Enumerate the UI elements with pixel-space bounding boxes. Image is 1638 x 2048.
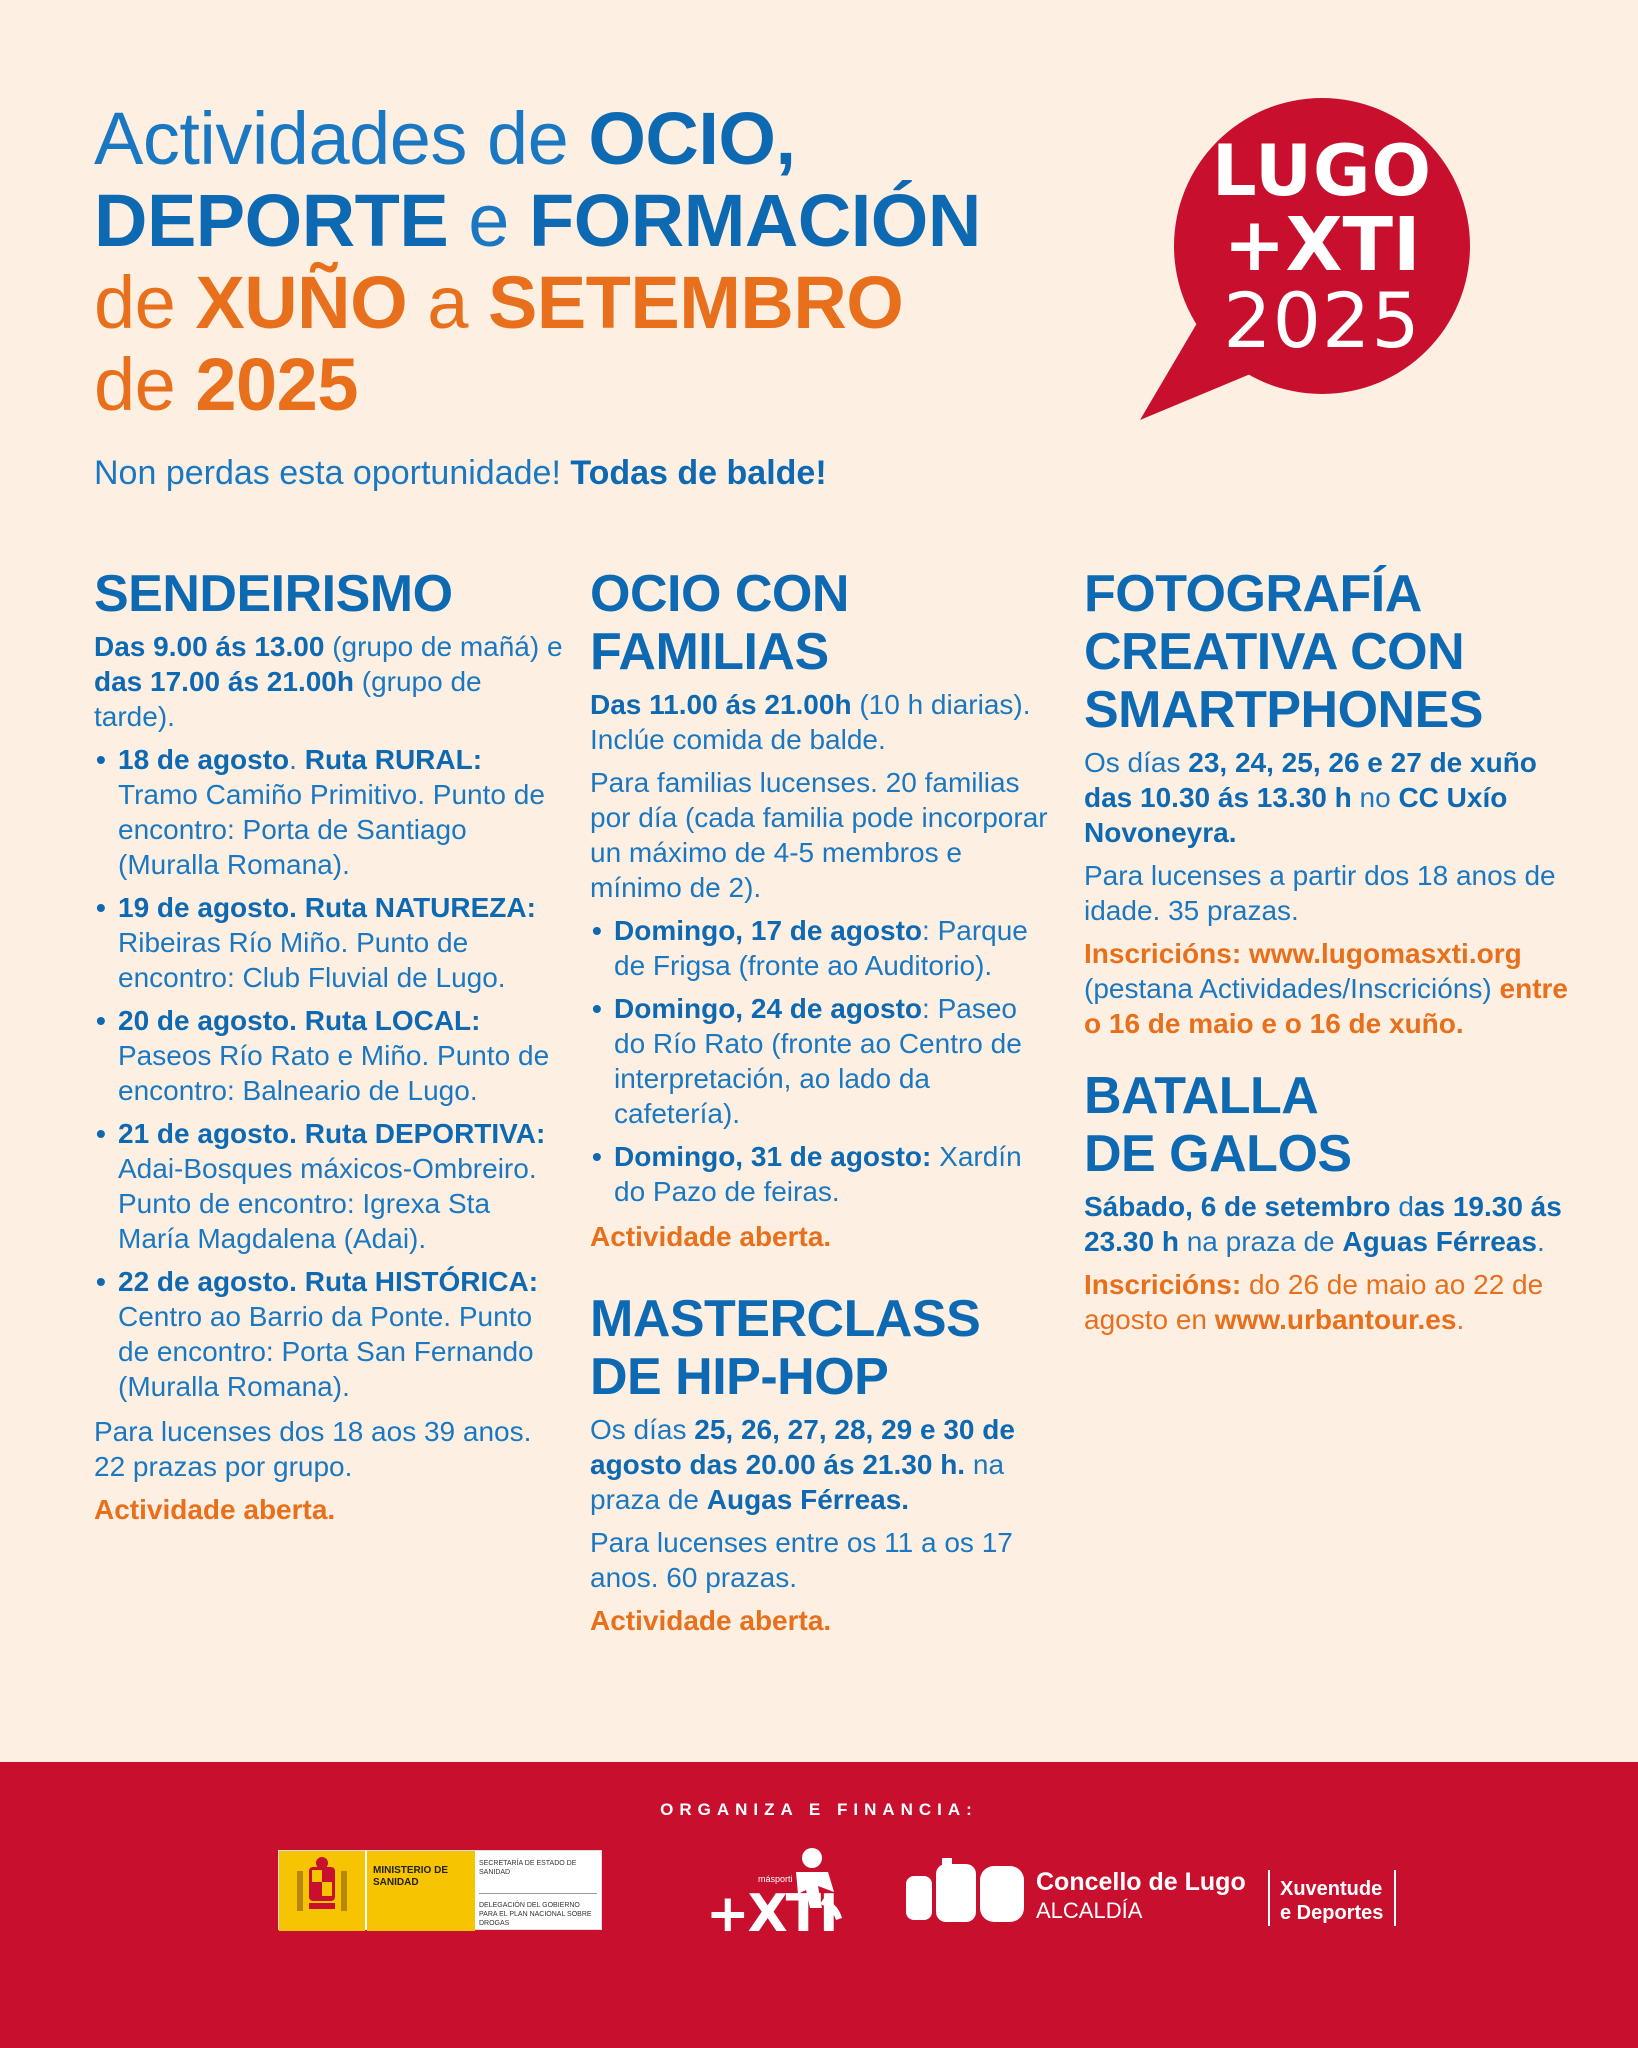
sendeirismo-routes (94, 742, 564, 1404)
xuventude-line-2: e Deportes (1280, 1902, 1384, 1924)
bullet-icon: • (592, 993, 602, 1024)
batalla-inscricions: Inscricións: do 26 de maio ao 22 de agosto en www.urbantour.es. (1084, 1269, 1544, 1335)
fotografia-audience: Para lucenses a partir dos 18 anos de idade. 35 prazas. (1084, 860, 1556, 926)
masxti-logo-text: +XTI (706, 1884, 837, 1944)
section-title-masterclass: MASTERCLASS DE HIP-HOP (590, 1290, 981, 1406)
ministry-secretaria: SECRETARÍA DE ESTADO DE SANIDAD (479, 1860, 577, 1876)
spacer (590, 1262, 1050, 1290)
masterclass-audience: Para lucenses entre os 11 a os 17 anos. 60 prazas. (590, 1527, 1013, 1593)
list-item: • Domingo, 31 de agosto: Xardín do Pazo de feiras. (592, 1141, 1022, 1207)
bubble-line-xti: +XTI (1223, 202, 1421, 288)
batalla-registration-link[interactable]: www.urbantour.es (1214, 1304, 1457, 1335)
section-title-ocio: OCIO CON FAMILIAS (590, 565, 849, 681)
ocio-audience: Para familias lucenses. 20 familias por día (cada familia pode incorporar un máximo de 4-5 membros e mínimo de 2). (590, 767, 1048, 903)
ministry-logo (278, 1850, 602, 1930)
column-fotografia-batalla (1084, 565, 1584, 1345)
divider (479, 1893, 597, 1894)
title-line-1: Actividades de OCIO, (94, 97, 796, 180)
masxti-small-text: másporti (758, 1874, 793, 1884)
sendeirismo-audience: Para lucenses dos 18 aos 39 anos. 22 prazas por grupo. (94, 1416, 532, 1482)
footer (0, 1762, 1638, 2048)
fotografia-inscricions: Inscricións: www.lugomasxti.org (pestana Actividades/Inscricións) entre o 16 de maio e o 16 de xuño. (1084, 938, 1568, 1039)
spacer (1084, 1049, 1584, 1067)
list-item: • 21 de agosto. Ruta DEPORTIVA: Adai-Bosques máxicos-Ombreiro. Punto de encontro: Igrexa Sta María Magdalena (Adai). (96, 1118, 546, 1254)
bullet-icon: • (96, 1266, 106, 1297)
title-line-3: de XUÑO a SETEMBRO (94, 261, 904, 344)
section-title-batalla: BATALLA DE GALOS (1084, 1067, 1352, 1183)
divider (1394, 1870, 1396, 1926)
masterclass-days: Os días 25, 26, 27, 28, 29 e 30 de agosto das 20.00 ás 21.30 h. na praza de Augas Férreas. (590, 1414, 1015, 1515)
bullet-icon: • (96, 892, 106, 923)
concello-name: Concello de Lugo (1036, 1868, 1246, 1896)
header (94, 98, 1054, 493)
list-item: • Domingo, 17 de agosto: Parque de Frigsa (fronte ao Auditorio). (592, 915, 1028, 981)
coat-of-arms-icon (279, 1851, 365, 1931)
fotografia-registration-link[interactable]: Inscricións: www.lugomasxti.org (1084, 938, 1522, 969)
bubble-line-year: 2025 (1223, 276, 1421, 365)
list-item: • 19 de agosto. Ruta NATUREZA: Ribeiras Río Miño. Punto de encontro: Club Fluvial de Lugo. (96, 892, 536, 993)
concello-subtitle: ALCALDÍA (1036, 1898, 1143, 1923)
sendeirismo-note: Actividade aberta. (94, 1494, 336, 1525)
batalla-date: Sábado, 6 de setembro das 19.30 ás 23.30 h na praza de Aguas Férreas. (1084, 1191, 1562, 1257)
divider (1268, 1870, 1270, 1926)
fotografia-days: Os días 23, 24, 25, 26 e 27 de xuño das 10.30 ás 13.30 h no CC Uxío Novoneyra. (1084, 747, 1537, 848)
footer-label: ORGANIZA E FINANCIA: (660, 1800, 978, 1819)
ocio-note: Actividade aberta. (590, 1221, 832, 1252)
bullet-icon: • (592, 1141, 602, 1172)
ocio-schedule: Das 11.00 ás 21.00h (10 h diarias). Inclúe comida de balde. (590, 689, 1031, 755)
bubble-text (1140, 98, 1492, 420)
title-line-4: de 2025 (94, 343, 358, 426)
title-line-2: DEPORTE e FORMACIÓN (94, 179, 981, 262)
column-ocio-masterclass (590, 565, 1050, 1646)
page-title (94, 98, 1054, 426)
bullet-icon: • (592, 915, 602, 946)
sendeirismo-schedule: Das 9.00 ás 13.00 (grupo de mañá) e das 17.00 ás 21.00h (grupo de tarde). (94, 631, 563, 732)
masterclass-note: Actividade aberta. (590, 1605, 832, 1636)
section-title-sendeirismo: SENDEIRISMO (94, 565, 453, 623)
list-item: • Domingo, 24 de agosto: Paseo do Río Rato (fronte ao Centro de interpretación, ao lado da cafetería). (592, 993, 1022, 1129)
column-sendeirismo (94, 565, 564, 1535)
list-item: • 20 de agosto. Ruta LOCAL: Paseos Río Rato e Miño. Punto de encontro: Balneario de Lugo. (96, 1005, 550, 1106)
subtitle: Non perdas esta oportunidade! Todas de balde! (94, 454, 827, 492)
ministry-delegacion: DELEGACIÓN DEL GOBIERNO PARA EL PLAN NACIONAL SOBRE DROGAS (479, 1902, 592, 1927)
concello-lugo-logo-icon (906, 1858, 1030, 1928)
bullet-icon: • (96, 744, 106, 775)
bullet-icon: • (96, 1118, 106, 1149)
xuventude-line-1: Xuventude (1280, 1878, 1383, 1900)
ministry-name: MINISTERIO DE SANIDAD (367, 1851, 475, 1931)
bubble-line-lugo: LUGO (1212, 130, 1432, 212)
coat-of-arms-shape (279, 1851, 365, 1931)
bullet-icon: • (96, 1005, 106, 1036)
list-item: • 18 de agosto. Ruta RURAL: Tramo Camiño Primitivo. Punto de encontro: Porta de Santiago (Muralla Romana). (96, 744, 545, 880)
list-item: • 22 de agosto. Ruta HISTÓRICA: Centro ao Barrio da Ponte. Punto de encontro: Porta San Fernando (Muralla Romana). (96, 1266, 539, 1402)
section-title-fotografia: FOTOGRAFÍA CREATIVA CON SMARTPHONES (1084, 565, 1483, 739)
ocio-dates (590, 913, 1050, 1209)
